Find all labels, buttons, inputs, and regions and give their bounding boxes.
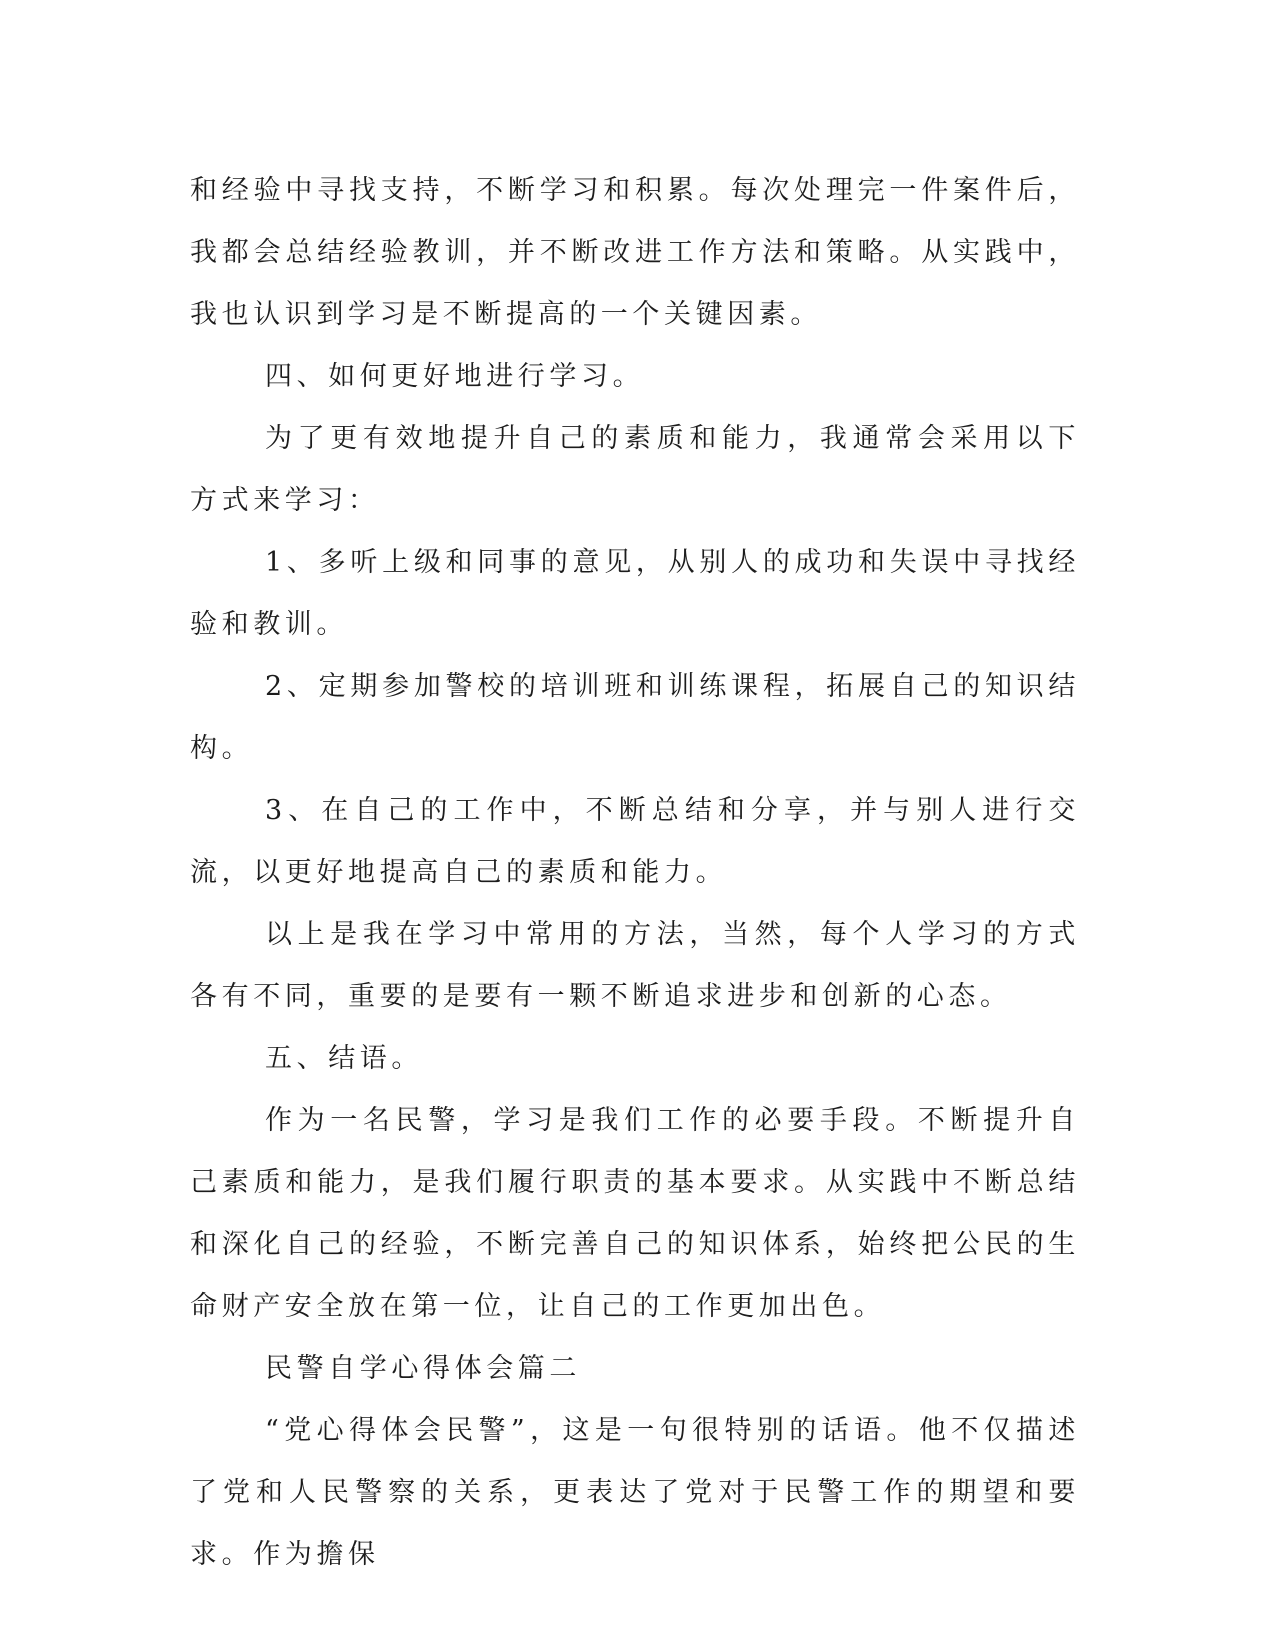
paragraph-continuation: 和经验中寻找支持，不断学习和积累。每次处理完一件案件后，我都会总结经验教训，并不断改进工作方法和策略。从实践中，我也认识到学习是不断提高的一个关键因素。 <box>190 175 1080 330</box>
list-item-1: 1、多听上级和同事的意见，从别人的成功和失误中寻找经验和教训。 <box>190 547 1080 640</box>
section-heading-five: 五、结语。 <box>265 1043 423 1074</box>
paragraph-methods-summary: 以上是我在学习中常用的方法，当然，每个人学习的方式各有不同，重要的是要有一颗不断追求进步和创新的心态。 <box>190 919 1080 1012</box>
list-item-2: 2、定期参加警校的培训班和训练课程，拓展自己的知识结构。 <box>190 671 1080 764</box>
paragraph-part-two-opening: “党心得体会民警”，这是一句很特别的话语。他不仅描述了党和人民警察的关系，更表达了党对于民警工作的期望和要求。作为擔保 <box>190 1415 1080 1570</box>
document-body <box>190 160 1080 1586</box>
list-item-3: 3、在自己的工作中，不断总结和分享，并与别人进行交流，以更好地提高自己的素质和能力。 <box>190 795 1080 888</box>
article-title-part-two: 民警自学心得体会篇二 <box>265 1353 581 1384</box>
paragraph-conclusion: 作为一名民警，学习是我们工作的必要手段。不断提升自己素质和能力，是我们履行职责的基本要求。从实践中不断总结和深化自己的经验，不断完善自己的知识体系，始终把公民的生命财产安全放在第一位，让自己的工作更加出色。 <box>190 1105 1080 1322</box>
paragraph-intro-methods: 为了更有效地提升自己的素质和能力，我通常会采用以下方式来学习： <box>190 423 1080 516</box>
section-heading-four: 四、如何更好地进行学习。 <box>265 361 645 392</box>
